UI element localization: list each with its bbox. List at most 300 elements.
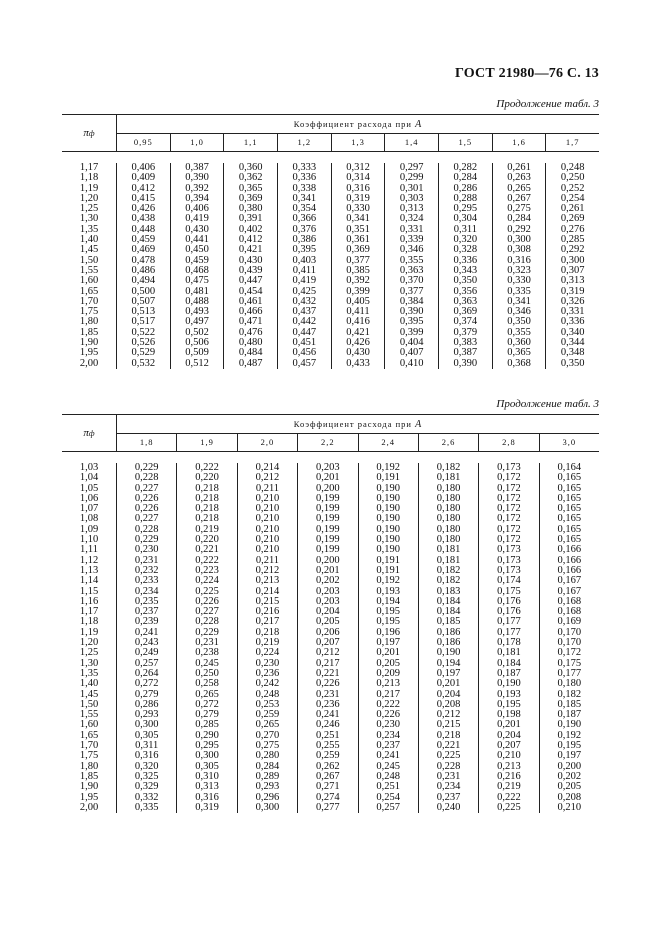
table-cell: 0,254 [560,192,585,204]
table-cell: 0,323 [507,264,531,276]
pi-value: 1,65 [79,729,99,741]
table-cell: 0,237 [134,606,159,618]
pi-value: 1,17 [79,162,99,173]
pi-value: 1,50 [79,254,99,266]
table-cell: 0,316 [346,182,370,194]
table-cell: 0,235 [134,595,159,607]
table-cell: 0,279 [195,709,219,721]
table-cell: 0,231 [134,554,159,566]
table-cell: 0,234 [134,585,159,597]
table-cell: 0,207 [316,637,340,649]
table-cell: 0,346 [507,306,531,318]
table-cell: 0,190 [376,482,400,494]
table-cell: 0,242 [255,678,280,690]
pi-value: 1,40 [79,234,99,246]
column-header: 3,0 [539,434,599,451]
table-cell: 0,190 [557,719,582,731]
table-cell: 0,222 [195,554,219,566]
pi-value: 1,50 [79,698,99,710]
value-column [492,163,546,369]
column-header: 1,3 [331,134,385,151]
table-cell: 0,276 [560,223,585,235]
table-cell: 0,199 [316,544,340,556]
column-headers [117,134,599,151]
table-cell: 0,180 [557,678,582,690]
table-cell: 0,190 [436,647,461,659]
table-cell: 0,220 [195,472,219,484]
table-cell: 0,218 [195,492,219,504]
table-cell: 0,351 [346,223,370,235]
table-cell: 0,185 [557,698,582,710]
pi-value: 1,95 [79,791,99,803]
pi-value: 1,25 [79,647,99,659]
table-cell: 0,355 [507,326,531,338]
table-cell: 0,214 [255,585,280,597]
table-cell: 0,285 [560,234,585,246]
table-cell: 0,184 [436,595,461,607]
value-column [117,163,170,369]
table-cell: 0,471 [238,316,263,328]
table-cell: 0,199 [316,492,340,504]
table-cell: 0,415 [131,192,156,204]
table-cell: 0,271 [316,781,340,793]
column-header: 1,9 [176,434,236,451]
table-caption [117,115,599,134]
table-cell: 0,250 [560,172,585,184]
table-cell: 0,213 [255,575,280,587]
table-cell: 0,430 [238,254,263,266]
table-cell: 0,346 [399,244,424,256]
table-cell: 0,195 [376,606,400,618]
table-cell: 0,390 [453,357,478,369]
table-cell: 0,493 [185,306,209,318]
table-cell: 0,363 [399,264,424,276]
pi-value: 1,75 [79,750,99,762]
table-cell: 0,331 [399,223,424,235]
table-cell: 0,173 [497,462,521,473]
table-cell: 0,447 [292,326,317,338]
table-cell: 0,350 [560,357,585,369]
table-cell: 0,252 [560,182,585,194]
pi-value: 1,55 [79,264,99,276]
table-cell: 0,180 [436,482,461,494]
value-column [358,463,418,813]
table-cell: 0,172 [497,492,521,504]
table-cell: 0,226 [195,595,219,607]
pi-value: 1,90 [79,781,99,793]
table-cell: 0,289 [255,770,280,782]
table-cell: 0,210 [497,750,521,762]
pi-value: 1,04 [79,472,99,484]
table-cell: 0,450 [185,244,209,256]
table-cell: 0,305 [195,760,219,772]
table-cell: 0,248 [376,770,400,782]
table-cell: 0,185 [436,616,461,628]
pi-symbol: π [83,127,89,139]
table-cell: 0,201 [497,719,521,731]
table-cell: 0,319 [346,192,370,204]
table-cell: 0,198 [497,709,521,721]
table-cell: 0,288 [453,192,478,204]
table-cell: 0,234 [376,729,400,741]
table-cell: 0,228 [436,760,461,772]
pi-value: 1,30 [79,213,99,225]
table-cell: 0,181 [497,647,521,659]
table-cell: 0,407 [399,347,424,359]
table-cell: 0,186 [436,626,461,638]
pi-header [62,115,117,151]
table-cell: 0,224 [195,575,219,587]
table-cell: 0,231 [436,770,461,782]
table-cell: 0,412 [131,182,156,194]
pi-subscript: ф [88,428,95,438]
table-cell: 0,399 [346,285,370,297]
table-cell: 0,290 [195,729,219,741]
table-cell: 0,190 [376,513,400,525]
table-cell: 0,229 [134,534,159,546]
table-cell: 0,468 [185,264,209,276]
table-cell: 0,210 [255,492,280,504]
table-cell: 0,277 [316,801,340,813]
table-cell: 0,186 [436,637,461,649]
table-cell: 0,286 [134,698,159,710]
table-cell: 0,172 [497,482,521,494]
table-cell: 0,197 [436,667,461,679]
column-header: 2,0 [237,434,297,451]
table-cell: 0,362 [238,172,263,184]
table-cell: 0,221 [316,667,340,679]
table-cell: 0,231 [195,637,219,649]
table-cell: 0,461 [238,295,263,307]
table-cell: 0,222 [376,698,400,710]
table-cell: 0,181 [436,472,461,484]
table-cell: 0,403 [292,254,317,266]
table-cell: 0,190 [376,523,400,535]
table-cell: 0,229 [134,462,159,473]
table-cell: 0,387 [453,347,478,359]
table-cell: 0,350 [507,316,531,328]
table-cell: 0,230 [134,544,159,556]
table-cell: 0,392 [185,182,209,194]
table-cell: 0,284 [453,172,478,184]
table-cell: 0,459 [131,234,156,246]
table-cell: 0,279 [134,688,159,700]
table-cell: 0,213 [497,760,521,772]
table-cell: 0,338 [292,182,317,194]
table-cell: 0,442 [292,316,317,328]
table-cell: 0,228 [134,523,159,535]
table-cell: 0,262 [316,760,340,772]
table-cell: 0,313 [399,203,424,215]
table-cell: 0,305 [134,729,159,741]
table-cell: 0,234 [436,781,461,793]
table-cell: 0,370 [399,275,424,287]
table-cell: 0,199 [316,523,340,535]
pi-value: 1,55 [79,709,99,721]
table-cell: 0,286 [453,182,478,194]
table-cell: 0,180 [436,503,461,515]
pi-value: 1,80 [79,316,99,328]
table-cell: 0,476 [238,326,263,338]
pi-value: 1,75 [79,306,99,318]
table-cell: 0,210 [255,544,280,556]
table-cell: 0,167 [557,575,582,587]
table-cell: 0,391 [238,213,263,225]
table-cell: 0,219 [195,523,219,535]
table-cell: 0,361 [346,234,370,246]
table-cell: 0,205 [557,781,582,793]
table-cell: 0,426 [346,337,370,349]
table-cell: 0,332 [134,791,159,803]
table-cell: 0,295 [453,203,478,215]
table-cell: 0,392 [346,275,370,287]
table-cell: 0,385 [346,264,370,276]
value-column [438,163,492,369]
table-cell: 0,259 [316,750,340,762]
caption-text: Коэффициент расхода при [293,119,412,129]
table-cell: 0,433 [346,357,370,369]
table-cell: 0,532 [131,357,156,369]
pi-value: 1,65 [79,285,99,297]
table-cell: 0,308 [507,244,531,256]
table-cell: 0,292 [507,223,531,235]
table-cell: 0,320 [453,234,478,246]
table-cell: 0,366 [292,213,317,225]
value-column [170,163,224,369]
table-cell: 0,292 [560,244,585,256]
table-cell: 0,200 [316,482,340,494]
table-cell: 0,316 [134,750,159,762]
table-cell: 0,169 [557,616,582,628]
pi-value: 1,45 [79,244,99,256]
table-cell: 0,190 [376,503,400,515]
table-cell: 0,201 [376,647,400,659]
pi-value: 1,08 [79,513,99,525]
table-cell: 0,206 [316,626,340,638]
pi-value: 1,19 [79,182,99,194]
table-cell: 0,178 [497,637,521,649]
table-cell: 0,174 [497,575,521,587]
table-cell: 0,410 [399,357,424,369]
table-cell: 0,248 [255,688,280,700]
table-cell: 0,210 [557,801,582,813]
table-cell: 0,355 [399,254,424,266]
table-cell: 0,190 [376,534,400,546]
table-cell: 0,284 [507,213,531,225]
table-cell: 0,333 [292,162,317,173]
pi-value: 1,20 [79,637,99,649]
table-cell: 0,272 [134,678,159,690]
table-cell: 0,255 [316,740,340,752]
table-cell: 0,204 [316,606,340,618]
table-cell: 0,374 [453,316,478,328]
table-cell: 0,386 [292,234,317,246]
column-header: 1,1 [223,134,277,151]
table-cell: 0,526 [131,337,156,349]
table-cell: 0,311 [453,223,477,235]
table-cell: 0,494 [131,275,156,287]
table-cell: 0,191 [376,472,400,484]
table-cell: 0,219 [255,637,280,649]
table-cell: 0,224 [255,647,280,659]
pi-value: 1,13 [79,564,99,576]
table-cell: 0,172 [497,534,521,546]
table-cell: 0,191 [376,554,400,566]
table-cell: 0,448 [131,223,156,235]
table-cell: 0,261 [560,203,585,215]
pi-value: 1,06 [79,492,99,504]
table-cell: 0,316 [507,254,531,266]
table-cell: 0,210 [255,503,280,515]
pi-value: 1,18 [79,172,99,184]
table-cell: 0,187 [557,709,582,721]
table-cell: 0,165 [557,534,582,546]
table-cell: 0,212 [255,472,280,484]
table-cell: 0,300 [255,801,280,813]
pi-value: 1,30 [79,657,99,669]
column-header: 0,95 [133,137,153,147]
table-cell: 0,409 [131,172,156,184]
table-cell: 0,187 [497,667,521,679]
table-cell: 0,236 [316,698,340,710]
table-cell: 0,293 [134,709,159,721]
table-cell: 0,265 [255,719,280,731]
table-cell: 0,207 [497,740,521,752]
table-cell: 0,402 [238,223,263,235]
table-cell: 0,175 [497,585,521,597]
table-cell: 0,190 [497,678,521,690]
table-cell: 0,203 [316,595,340,607]
table-cell: 0,251 [316,729,340,741]
table-cell: 0,165 [557,523,582,535]
table-cell: 0,233 [134,575,159,587]
pi-value: 1,19 [79,626,99,638]
table-cell: 0,172 [497,472,521,484]
table-cell: 0,230 [376,719,400,731]
pi-value: 1,17 [79,606,99,618]
table-cell: 0,383 [453,337,478,349]
table-cell: 0,173 [497,564,521,576]
table-cell: 0,339 [399,234,424,246]
table-cell: 0,184 [497,657,521,669]
table-cell: 0,170 [557,637,582,649]
pi-value: 2,00 [79,801,99,813]
table-cell: 0,456 [292,347,317,359]
caption-text: Коэффициент расхода при [293,419,412,429]
table-cell: 0,215 [436,719,461,731]
table-cell: 0,454 [238,285,263,297]
table-cell: 0,301 [399,182,424,194]
table-cell: 0,181 [436,554,461,566]
table-cell: 0,191 [376,564,400,576]
table-cell: 0,280 [255,750,280,762]
table-cell: 0,180 [436,523,461,535]
table-cell: 0,441 [185,234,209,246]
table-cell: 0,421 [346,326,370,338]
value-column [418,463,478,813]
table-cell: 0,211 [255,482,280,494]
table-cell: 0,201 [316,564,340,576]
pi-value: 1,16 [79,595,99,607]
pi-value: 1,25 [79,203,99,215]
table-cell: 0,225 [497,801,521,813]
table-cell: 0,488 [185,295,209,307]
value-column [223,163,277,369]
column-headers [117,434,599,451]
table-cell: 0,196 [376,626,400,638]
table-cell: 0,210 [255,513,280,525]
table-cell: 0,222 [195,462,219,473]
table-cell: 0,170 [557,626,582,638]
value-columns [117,163,599,369]
table-cell: 0,228 [134,472,159,484]
table-cell: 0,363 [453,295,478,307]
table-cell: 0,208 [436,698,461,710]
pi-value: 1,20 [79,192,99,204]
pi-value: 1,70 [79,295,99,307]
table-cell: 0,404 [399,337,424,349]
table-cell: 0,313 [195,781,219,793]
table-cell: 0,395 [292,244,317,256]
column-header: 2,4 [358,434,418,451]
table-cell: 0,348 [560,347,585,359]
table-cell: 0,379 [453,326,478,338]
table-cell: 0,251 [376,781,400,793]
table-cell: 0,272 [195,698,219,710]
table-cell: 0,217 [255,616,280,628]
table-cell: 0,212 [436,709,461,721]
table-cell: 0,202 [316,575,340,587]
table-cell: 0,223 [195,564,219,576]
table-cell: 0,295 [195,740,219,752]
table-cell: 0,200 [316,554,340,566]
table-cell: 0,330 [507,275,531,287]
table-cell: 0,225 [195,585,219,597]
pi-value: 1,09 [79,523,99,535]
page-title: ГОСТ 21980—76 С. 13 [455,66,599,81]
table-cell: 0,246 [316,719,340,731]
pi-value: 1,90 [79,337,99,349]
table-cell: 0,209 [376,667,400,679]
table-body [62,452,599,813]
table-cell: 0,210 [255,523,280,535]
table-cell: 0,199 [316,503,340,515]
table-cell: 0,190 [376,492,400,504]
table-cell: 0,203 [316,462,340,473]
column-header: 1,8 [139,437,154,447]
table-cell: 0,265 [195,688,219,700]
table-cell: 0,180 [436,513,461,525]
table-cell: 0,502 [185,326,209,338]
table-cell: 0,356 [453,285,478,297]
table-cell: 0,218 [195,482,219,494]
pi-value: 1,60 [79,275,99,287]
table-cell: 0,430 [346,347,370,359]
table-cell: 0,166 [557,544,582,556]
table-cell: 0,451 [292,337,317,349]
value-column [237,463,297,813]
table-cell: 0,212 [316,647,340,659]
table-cell: 0,325 [134,770,159,782]
table-cell: 0,297 [399,162,424,173]
table-cell: 0,500 [131,285,156,297]
value-column [176,463,236,813]
table-cell: 0,245 [195,657,219,669]
table-cell: 0,212 [255,564,280,576]
table-cell: 0,238 [195,647,219,659]
table-cell: 0,507 [131,295,156,307]
pi-value: 1,70 [79,740,99,752]
